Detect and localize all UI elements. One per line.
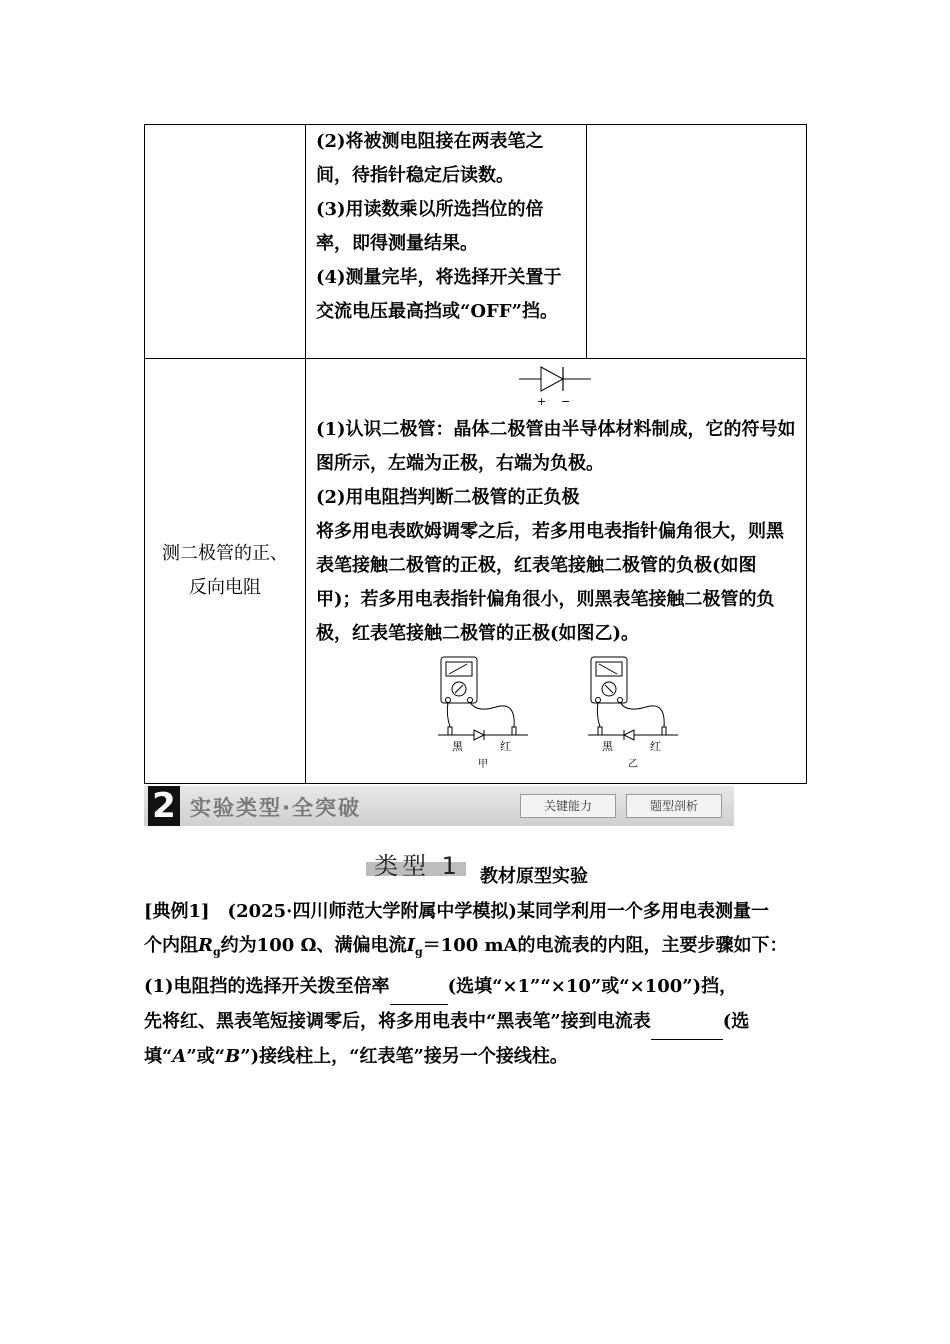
text-fragment: 个内阻 <box>144 935 198 956</box>
question-analysis-button[interactable]: 题型剖析 <box>626 794 722 818</box>
var-i: I <box>406 935 415 956</box>
example-line-4 <box>144 1005 809 1040</box>
example-line-2 <box>144 929 809 970</box>
multimeter-figure-jia <box>416 655 546 770</box>
red-probe-label: 红 <box>500 740 511 753</box>
text-fragment: 填“ <box>144 1045 173 1067</box>
row-label <box>145 359 306 784</box>
minus-sign: − <box>561 395 571 408</box>
para-diode-intro: (1)认识二极管：晶体二极管由半导体材料制成，它的符号如图所示，左端为正极，右端为负极。 <box>316 419 796 474</box>
red-probe-label: 红 <box>650 740 661 753</box>
figure-caption-jia: 甲 <box>478 759 488 770</box>
text-fragment: ＝100 mA的电流表的内阻，主要步骤如下： <box>422 935 788 956</box>
figure-caption-yi: 乙 <box>628 759 638 770</box>
example-line-5 <box>144 1040 809 1074</box>
row-label-empty <box>145 125 306 359</box>
method-table <box>144 124 807 784</box>
terminal-a: A <box>172 1045 187 1067</box>
para-judge-title: (2)用电阻挡判断二极管的正负极 <box>316 487 580 508</box>
meter-figures <box>306 655 806 770</box>
para-judge-body: 将多用电表欧姆调零之后，若多用电表指针偏角很大，则黑表笔接触二极管的正极，红表笔接触二极管的负极(如图甲)；若多用电表指针偏角很小，则黑表笔接触二极管的负极，红表笔接触二极管的正极(如图乙)。 <box>316 521 784 644</box>
answer-blank-1[interactable] <box>390 970 448 1005</box>
plus-sign: + <box>537 395 547 408</box>
sub-g: g <box>212 945 221 959</box>
black-probe-label: 黑 <box>452 740 463 753</box>
text-fragment: (选 <box>722 1010 750 1032</box>
diode-symbol-icon <box>511 359 601 409</box>
step-2: (2)将被测电阻接在两表笔之间，待指针稳定后读数。 <box>316 131 544 186</box>
steps-cell <box>306 125 587 359</box>
answer-blank-2[interactable] <box>651 1005 723 1040</box>
type-subtitle: 教材原型实验 <box>480 866 588 887</box>
text-fragment: (选填“×1”“×10”或“×100”)挡， <box>447 975 738 997</box>
step-4: (4)测量完毕，将选择开关置于交流电压最高挡或“OFF”挡。 <box>316 267 562 322</box>
type-heading <box>366 846 466 878</box>
text-fragment: ”或“ <box>186 1045 226 1067</box>
terminal-b: B <box>225 1045 241 1067</box>
sub-g: g <box>414 945 423 959</box>
example-line-3 <box>144 970 809 1005</box>
example-1 <box>144 895 809 1074</box>
section-number: 2 <box>148 786 180 826</box>
key-ability-button[interactable]: 关键能力 <box>520 794 616 818</box>
text-fragment: (1)电阻挡的选择开关拨至倍率 <box>144 975 390 997</box>
type-heading-label: 类型 1 <box>374 852 461 880</box>
text-fragment: 约为100 Ω、满偏电流 <box>220 935 407 956</box>
diode-cell <box>306 359 807 784</box>
text-fragment: 先将红、黑表笔短接调零后，将多用电表中“黑表笔”接到电流表 <box>144 1010 651 1032</box>
section-banner <box>144 786 734 826</box>
step-3: (3)用读数乘以所选挡位的倍率，即得测量结果。 <box>316 199 544 254</box>
example-line-1: [典例1] (2025·四川师范大学附属中学模拟)某同学利用一个多用电表测量一 <box>144 901 769 922</box>
var-r: R <box>198 935 213 956</box>
row-label-text: 测二极管的正、反向电阻 <box>162 543 288 598</box>
table-row <box>145 359 807 784</box>
multimeter-figure-yi <box>566 655 696 770</box>
notes-cell-empty <box>587 125 807 359</box>
table-row <box>145 125 807 359</box>
section-title: 实验类型·全突破 <box>190 796 361 820</box>
black-probe-label: 黑 <box>602 740 613 753</box>
text-fragment: ”)接线柱上，“红表笔”接另一个接线柱。 <box>240 1045 568 1067</box>
